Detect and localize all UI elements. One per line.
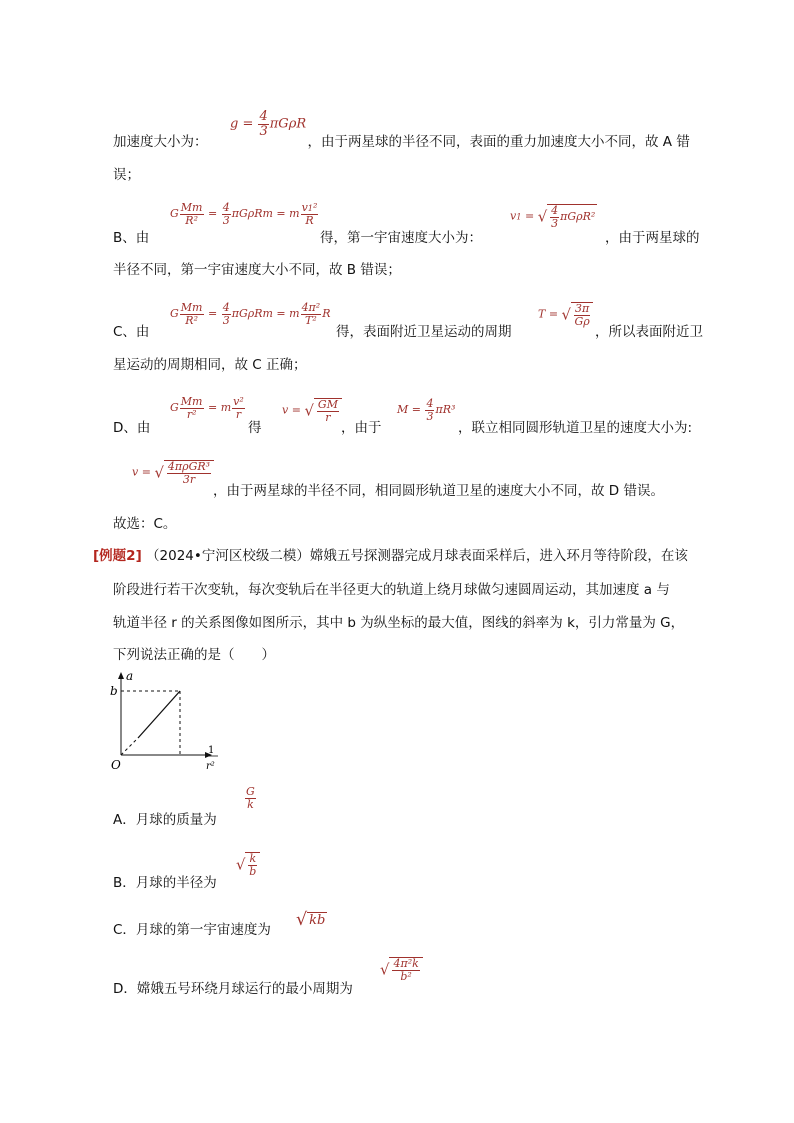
- acceleration-graph: [108, 670, 238, 780]
- option-b: B．月球的半径为: [113, 875, 217, 891]
- line-dashed-start: [121, 738, 138, 755]
- solution-c-tail: ，所以表面附近卫: [595, 324, 703, 340]
- formula-d-speed-result: v = √ $\frac{\text{4πρGR³}}{3r}$: [132, 460, 214, 485]
- option-b-formula: √ $\frac{k}{b}$: [236, 852, 260, 877]
- option-d-formula: √ $\frac{\text{4π²k}}{\text{b²}}$: [380, 957, 423, 982]
- option-c: C．月球的第一宇宙速度为: [113, 922, 271, 938]
- formula-c-period: T = √ $\frac{3\pi}{G\rho}$: [538, 302, 593, 327]
- solution-b-line2: 半径不同，第一宇宙速度大小不同，故 B 错误；: [113, 262, 401, 278]
- option-c-formula: √ kb: [296, 910, 326, 930]
- solution-c-prefix: C、由: [113, 324, 150, 340]
- example-line3: 轨道半径 r 的关系图像如图所示，其中 b 为纵坐标的最大值，图线的斜率为 k，引力常量为 G，: [113, 615, 685, 631]
- solution-c-mid: 得，表面附近卫星运动的周期: [336, 324, 512, 340]
- solution-c-line2: 星运动的周期相同，故 C 正确；: [113, 357, 307, 373]
- formula-b-first-cosmic-speed: v1 = √ $\frac{4}{3}$ πGρR²: [510, 204, 596, 230]
- formula-b-gravity-equation: G $\frac{Mm}{\text{R²}}$ = $\frac{4}{3}$ πGρRm = m $\frac{\text{v1²}}{R}$: [170, 201, 318, 227]
- solution-b-mid: 得，第一宇宙速度大小为：: [320, 230, 482, 246]
- solution-b-line1: [113, 228, 149, 248]
- option-a: A．月球的质量为: [113, 812, 217, 828]
- solution-d-prefix: D、由: [113, 420, 151, 436]
- option-a-formula: $\frac{G}{k}$: [246, 785, 255, 811]
- example-line2: 阶段进行若干次变轨，每次变轨后在半径更大的轨道上绕月球做匀速圆周运动，其加速度 a 与: [113, 582, 670, 598]
- solution-a-line2: 误；: [113, 167, 140, 183]
- solution-b-tail: ，由于两星球的: [605, 230, 700, 246]
- solution-d-you: ，由于: [341, 420, 382, 436]
- origin-label: O: [111, 758, 121, 772]
- formula-d-orbit-equation: G $\frac{Mm}{\text{r²}}$ = m $\frac{\text{v²}}{r}$: [170, 395, 244, 421]
- solution-a-line1: [113, 132, 690, 152]
- y-max-label: b: [110, 684, 118, 698]
- solution-d-tail: ，联立相同圆形轨道卫星的速度大小为:: [458, 420, 693, 436]
- example-line1: [93, 546, 688, 566]
- option-d: D．嫦娥五号环绕月球运行的最小周期为: [113, 981, 353, 997]
- solution-d-line2: ，由于两星球的半径不同，相同圆形轨道卫星的速度大小不同，故 D 错误。: [213, 483, 664, 499]
- formula-d-mass: M = $\frac{4}{3}$ πR³: [397, 397, 456, 423]
- solution-a-head: 加速度大小为：: [113, 134, 208, 150]
- solution-d-de: 得: [248, 420, 262, 436]
- y-axis-arrow: [118, 672, 124, 679]
- formula-d-orbit-speed: v = √ $\frac{GM}{r}$: [282, 398, 342, 423]
- x-label-den: r²: [206, 761, 215, 772]
- example-line4: 下列说法正确的是（ ）: [113, 647, 275, 663]
- example-stem-1: （2024•宁河区校级二模）嫦娥五号探测器完成月球表面采样后，进入环月等待阶段，在该: [146, 548, 688, 564]
- line-solid: [138, 691, 180, 738]
- solution-answer: 故选：C。: [113, 516, 177, 532]
- example-tag: [例题2]: [93, 548, 142, 564]
- formula-c-period-equation: G $\frac{Mm}{\text{R²}}$ = $\frac{4}{3}$ πGρRm = m $\frac{\text{4π²}}{\text{T²}}$ R: [170, 301, 331, 327]
- x-label-num: 1: [208, 745, 215, 756]
- y-axis-label: a: [126, 670, 134, 683]
- solution-a-tail: ，由于两星球的半径不同，表面的重力加速度大小不同，故 A 错: [307, 134, 690, 150]
- solution-b-prefix: B、由: [113, 230, 150, 246]
- formula-g-surface: g = $\frac{4}{3}$ πGρR: [230, 109, 307, 139]
